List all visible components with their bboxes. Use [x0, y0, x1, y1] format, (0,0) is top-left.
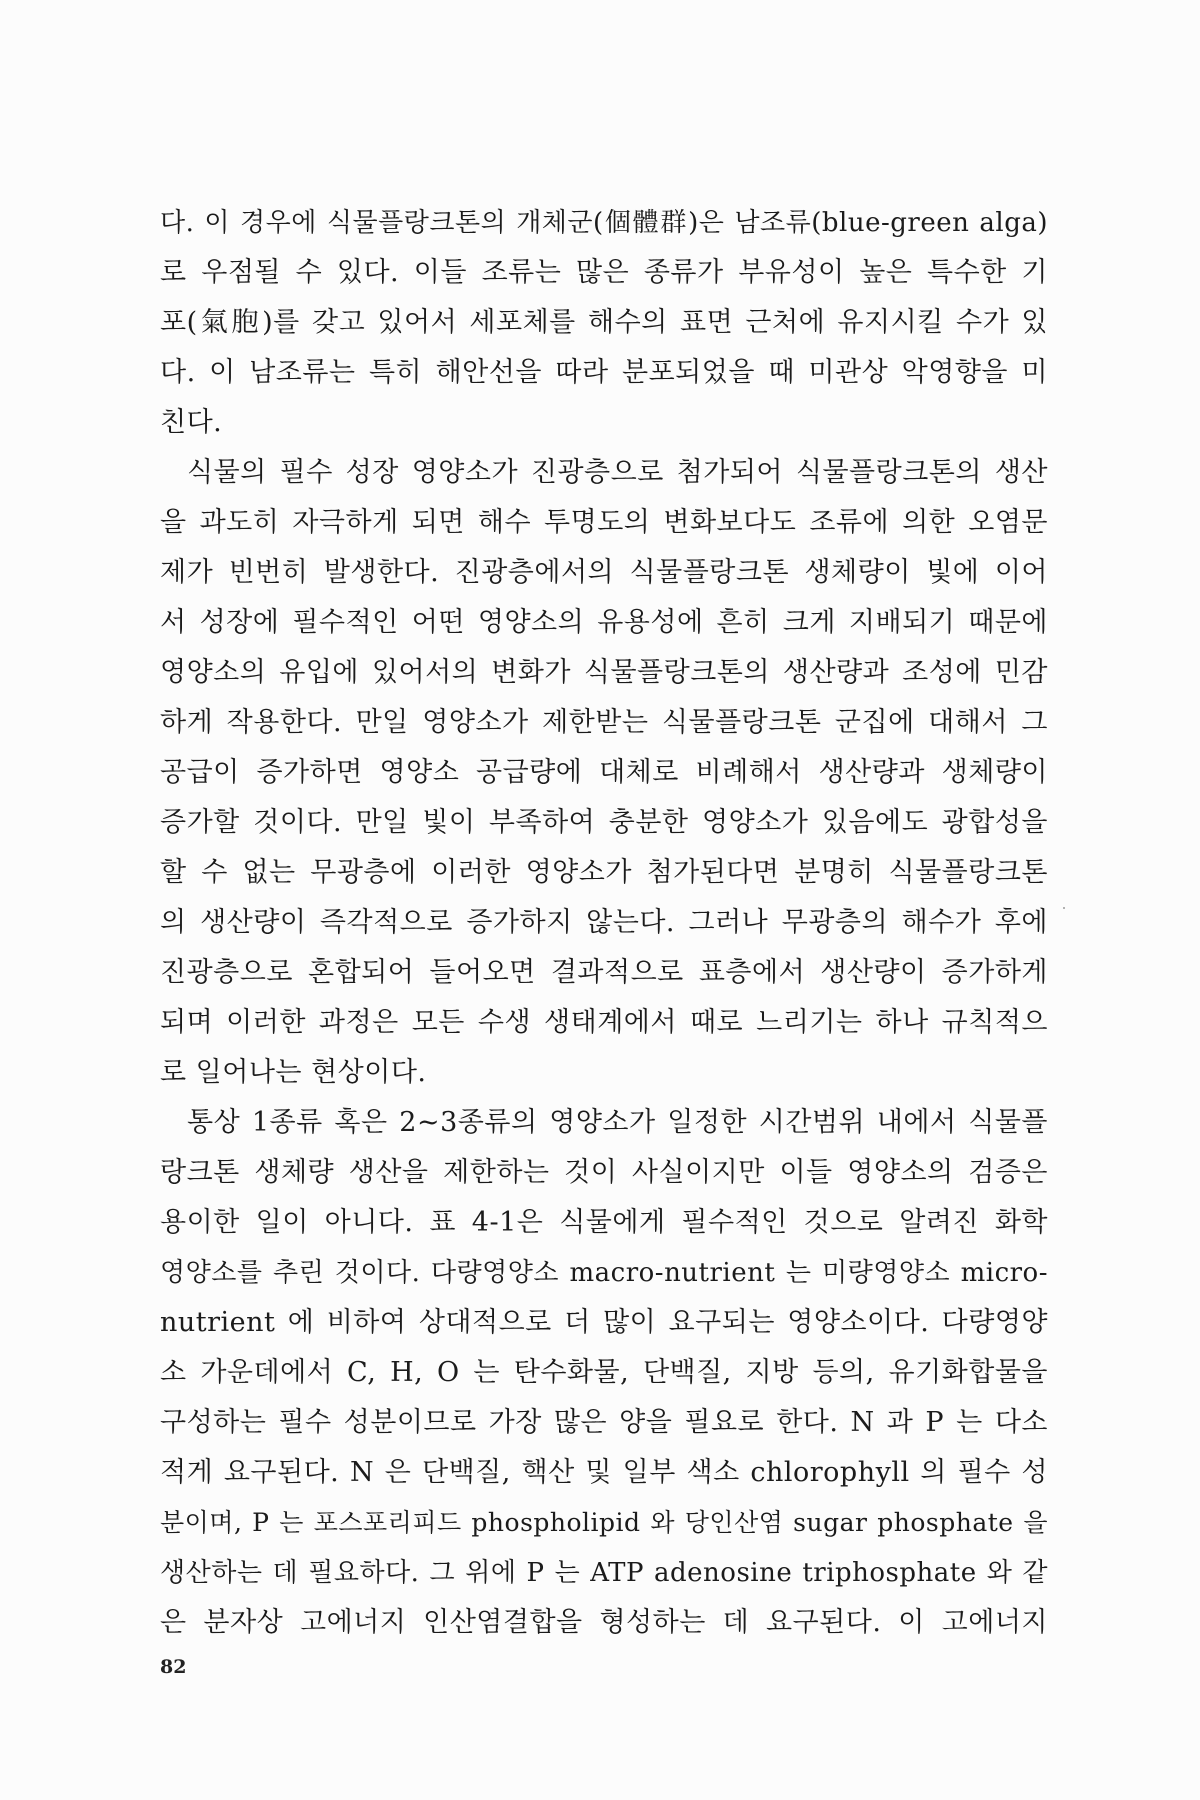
text-line: 포(氣胞)를 갖고 있어서 세포체를 해수의 표면 근처에 유지시킬 수가 있 [160, 307, 1048, 338]
text-line: 영양소의 유입에 있어서의 변화가 식물플랑크톤의 생산량과 조성에 민감 [160, 657, 1048, 688]
text-line: 로 일어나는 현상이다. [160, 1057, 427, 1088]
text-line: 다. 이 남조류는 특히 해안선을 따라 분포되었을 때 미관상 악영향을 미 [160, 357, 1048, 388]
page-number: 82 [160, 1656, 187, 1678]
text-line: 하게 작용한다. 만일 영양소가 제한받는 식물플랑크톤 군집에 대해서 그 [160, 707, 1048, 738]
text-line: 제가 빈번히 발생한다. 진광층에서의 식물플랑크톤 생체량이 빛에 이어 [160, 557, 1048, 588]
text-line: 공급이 증가하면 영양소 공급량에 대체로 비례해서 생산량과 생체량이 [160, 757, 1048, 788]
text-line: 적게 요구된다. N 은 단백질, 핵산 및 일부 색소 chlorophyll 의 필수 성 [160, 1457, 1048, 1488]
text-line: 영양소를 추린 것이다. 다량영양소 macro-nutrient 는 미량영양소 micro- [160, 1258, 1048, 1288]
text-line: 증가할 것이다. 만일 빛이 부족하여 충분한 영양소가 있음에도 광합성을 [160, 807, 1048, 838]
text-line: 을 과도히 자극하게 되면 해수 투명도의 변화보다도 조류에 의한 오염문 [160, 507, 1048, 538]
paragraph [160, 198, 1048, 448]
text-line: 소 가운데에서 C, H, O 는 탄수화물, 단백질, 지방 등의, 유기화합물을 [160, 1357, 1048, 1388]
text-line: 용이한 일이 아니다. 표 4-1은 식물에게 필수적인 것으로 알려진 화학 [160, 1207, 1048, 1238]
text-line: 랑크톤 생체량 생산을 제한하는 것이 사실이지만 이들 영양소의 검증은 [160, 1157, 1048, 1188]
text-line: 친다. [160, 407, 223, 438]
scan-speck [1063, 907, 1065, 909]
text-line: 의 생산량이 즉각적으로 증가하지 않는다. 그러나 무광층의 해수가 후에 [160, 907, 1048, 938]
text-line: 분이며, P 는 포스포리피드 phospholipid 와 당인산염 sugar phosphate 을 [160, 1508, 1048, 1537]
text-line: 할 수 없는 무광층에 이러한 영양소가 첨가된다면 분명히 식물플랑크톤 [160, 857, 1048, 888]
text-line: 생산하는 데 필요하다. 그 위에 P 는 ATP adenosine triphosphate 와 같 [160, 1558, 1048, 1588]
text-line: 식물의 필수 성장 영양소가 진광층으로 첨가되어 식물플랑크톤의 생산 [187, 457, 1048, 488]
text-line: 구성하는 필수 성분이므로 가장 많은 양을 필요로 한다. N 과 P 는 다소 [160, 1407, 1048, 1438]
text-line: 로 우점될 수 있다. 이들 조류는 많은 종류가 부유성이 높은 특수한 기 [160, 257, 1048, 288]
text-line: nutrient 에 비하여 상대적으로 더 많이 요구되는 영양소이다. 다량영양 [160, 1307, 1048, 1338]
text-line: 되며 이러한 과정은 모든 수생 생태계에서 때로 느리기는 하나 규칙적으 [160, 1007, 1048, 1038]
text-line: 은 분자상 고에너지 인산염결합을 형성하는 데 요구된다. 이 고에너지 [160, 1607, 1048, 1638]
paragraph [160, 448, 1048, 1098]
paragraph [160, 1098, 1048, 1648]
text-line: 진광층으로 혼합되어 들어오면 결과적으로 표층에서 생산량이 증가하게 [160, 957, 1048, 988]
text-line: 통상 1종류 혹은 2~3종류의 영양소가 일정한 시간범위 내에서 식물플 [187, 1107, 1048, 1138]
text-line: 다. 이 경우에 식물플랑크톤의 개체군(個體群)은 남조류(blue-green alga) [160, 208, 1048, 238]
body-text [160, 198, 1048, 1648]
text-line: 서 성장에 필수적인 어떤 영양소의 유용성에 흔히 크게 지배되기 때문에 [160, 607, 1048, 638]
